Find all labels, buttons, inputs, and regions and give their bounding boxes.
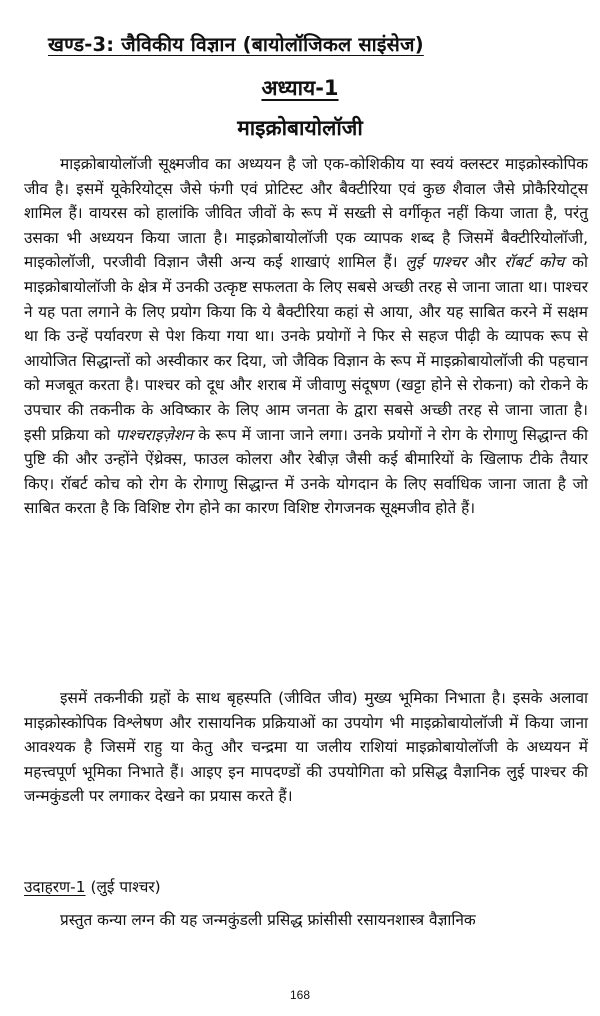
example-heading — [24, 876, 161, 897]
paragraph-text: माइक्रोबायोलॉजी सूक्ष्मजीव का अध्ययन है जो एक-कोशिकीय या स्वयं क्लस्टर माइक्रोस्कोपिक जीव है। इसमें यूकेरियोट्स जैसे फंगी एवं प्रोटिस्ट और बैक्टीरिया एवं कुछ शैवाल जैसे प्रोकैरियोट्स शामिल हैं। वायरस को हालांकि जीवित जीवों के रूप में सख्ती से वर्गीकृत नहीं किया जाता है, परंतु उसका भी अध्ययन किया जाता है। माइक्रोबायोलॉजी एक व्यापक शब्द है जिसमें बैक्टीरियोलॉजी, माइकोलॉजी, परजीवी विज्ञान जैसी अन्य कई शाखाएं शामिल हैं। — [24, 155, 588, 272]
chapter-title: माइक्रोबायोलॉजी — [237, 116, 363, 140]
example-label: उदाहरण-1 — [24, 878, 86, 896]
chapter-label: अध्याय-1 — [261, 76, 339, 100]
scientist-name-koch: रॉबर्ट कोच — [504, 253, 565, 272]
paragraph-astrology: इसमें तकनीकी ग्रहों के साथ बृहस्पति (जीवित जीव) मुख्य भूमिका निभाता है। इसके अलावा माइक्रोस्कोपिक विश्लेषण और रासायनिक प्रक्रियाओं का उपयोग भी माइक्रोबायोलॉजी में किया जाना आवश्यक है जिसमें राहु या केतु और चन्द्रमा या जलीय राशियां माइक्रोबायोलॉजी के अध्ययन में महत्त्वपूर्ण भूमिका निभाते हैं। आइए इन मापदण्डों की उपयोगिता को प्रसिद्ध वैज्ञानिक लुई पाश्चर की जन्मकुंडली पर लगाकर देखने का प्रयास करते हैं। — [24, 689, 588, 806]
paragraph-text: के रूप में जाना जाने लगा। उनके प्रयोगों ने रोग के रोगाणु सिद्धान्त की पुष्टि की और उन्होंने ऐंथ्रेक्स, फाउल कोलरा और रेबीज़ जैसी कई बीमारियों के खिलाफ टीके तैयार किए। रॉबर्ट कोच को रोग के रोगाणु सिद्धान्त में उनके योगदान के लिए सर्वाधिक जाना जाता है जो साबित करता है कि विशिष्ट रोग होने का कारण विशिष्ट रोगजनक सूक्ष्मजीव होते हैं। — [24, 425, 588, 518]
page-number: 168 — [289, 988, 311, 1002]
paragraph-text: को माइक्रोबायोलॉजी के क्षेत्र में उनकी उत्कृष्ट सफलता के लिए सबसे अच्छी तरह से जाना जाता था। पाश्चर ने यह पता लगाने के लिए प्रयोग किया कि ये बैक्टीरिया कहां से आया, और यह साबित करने में सक्षम था कि उन्हें पर्यावरण से पेश किया गया था। उनके प्रयोगों ने फिर से सहज पीढ़ी के व्यापक रूप से आयोजित सिद्धान्तों को अस्वीकार कर दिया, जो जैविक विज्ञान के रूप में माइक्रोबायोलॉजी की पहचान को मजबूत करता है। पाश्चर को दूध और शराब में जीवाणु संदूषण (खट्टा होने से रोकना) को रोकने के उपचार की तकनीक के अविष्कार के लिए आम जनता के द्वारा सबसे अच्छी तरह से जाना जाता है। इसी प्रक्रिया को — [24, 253, 588, 444]
scientist-name-pasteur: लुई पाश्चर — [405, 253, 467, 272]
term-pasteurization: पाश्चराइज़ेशन — [115, 425, 193, 444]
paragraph-example-intro: प्रस्तुत कन्या लग्न की यह जन्मकुंडली प्रसिद्ध फ्रांसीसी रसायनशास्त्र वैज्ञानिक — [60, 911, 476, 929]
conjunction-text: और — [474, 253, 497, 272]
section-title: खण्ड-3: जैविकीय विज्ञान (बायोलॉजिकल साइंसेज) — [48, 33, 424, 56]
paragraph-introduction — [24, 152, 588, 521]
example-subject: (लुई पाश्चर) — [90, 878, 161, 896]
